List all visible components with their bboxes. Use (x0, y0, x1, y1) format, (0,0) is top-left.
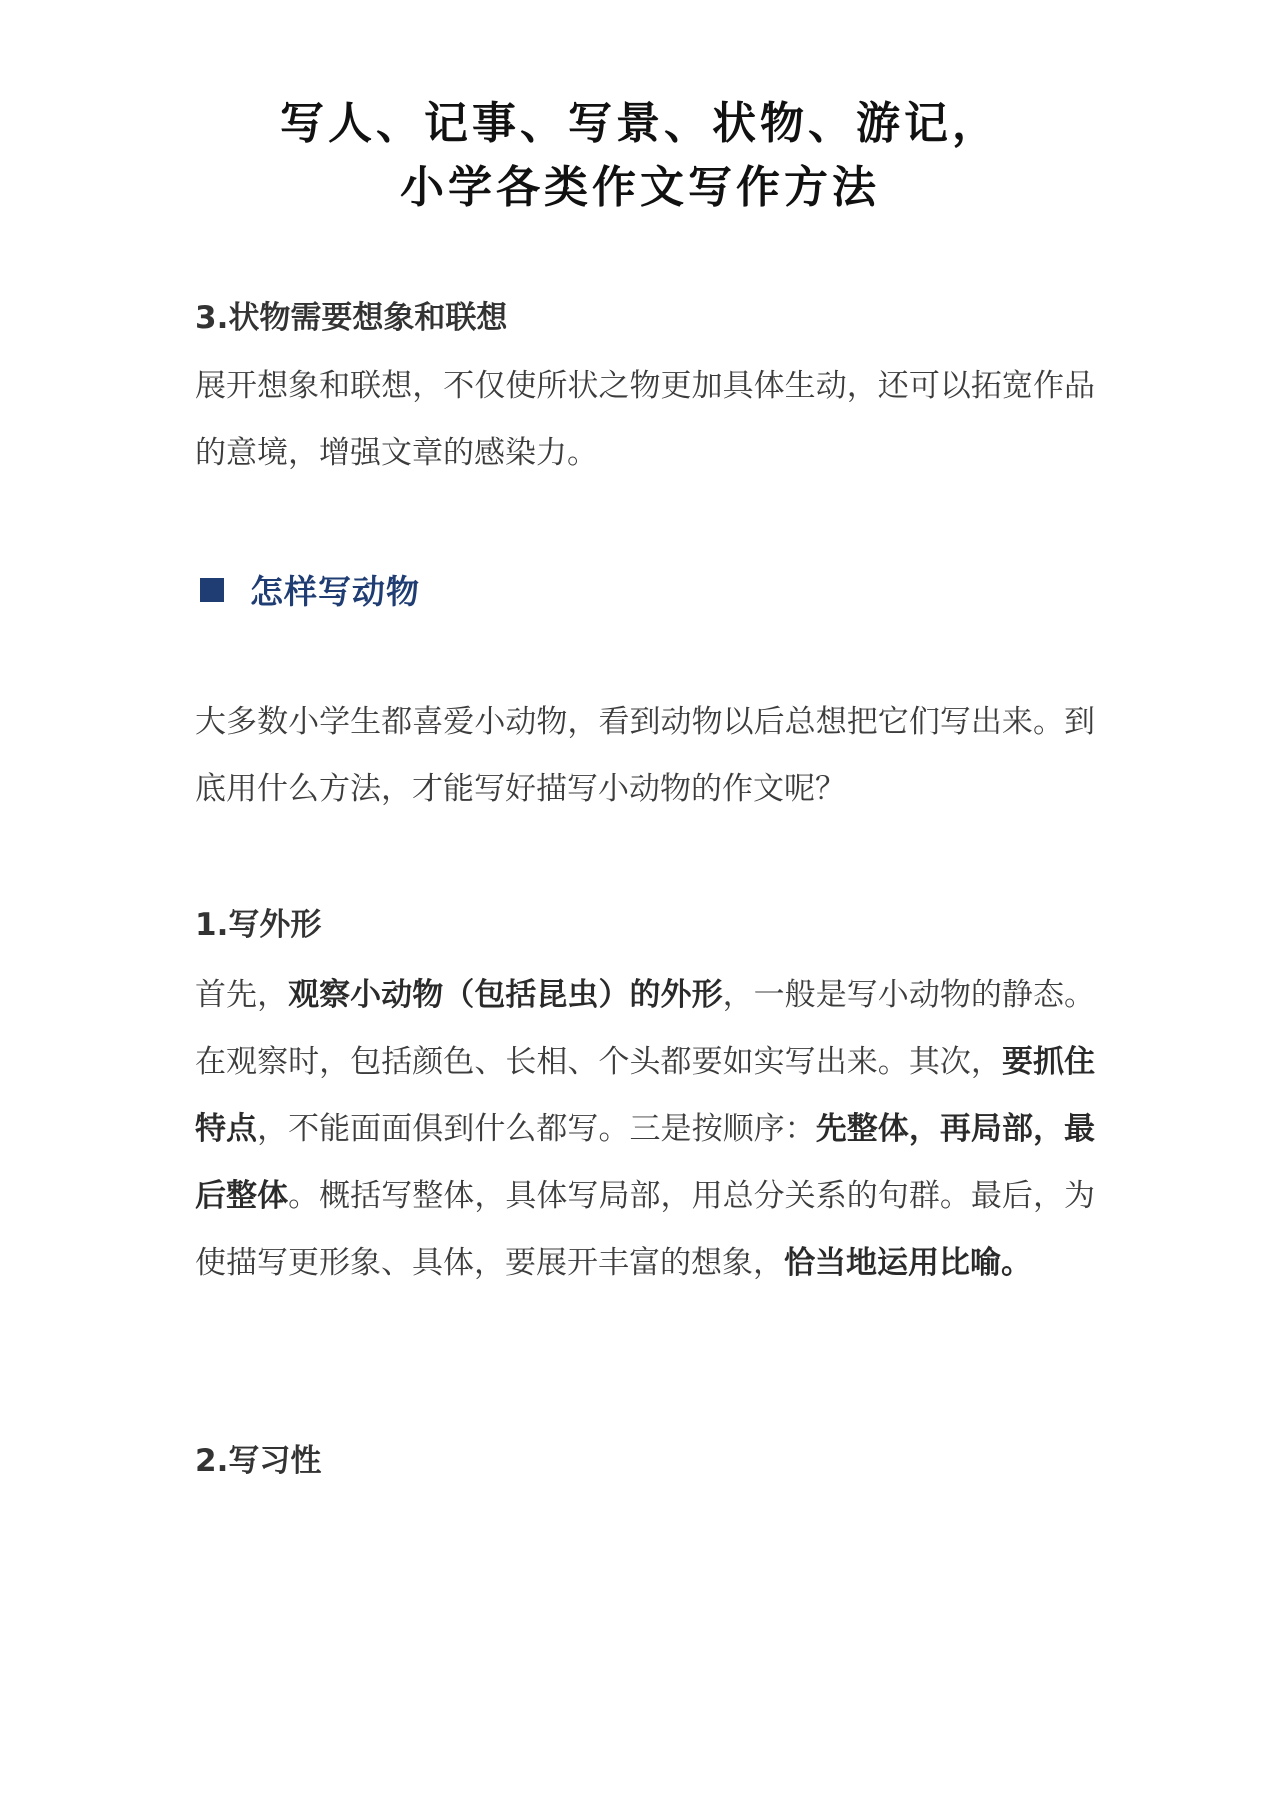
page-title-line-2: 小学各类作文写作方法 (400, 162, 880, 213)
point-1-run: ，不能面面俱到什么都写。三是按顺序： (257, 1111, 816, 1147)
section-3-block (195, 293, 1095, 487)
page-title (0, 92, 1280, 220)
section-3-body: 展开想象和联想，不仅使所状之物更加具体生动，还可以拓宽作品的意境，增强文章的感染力。 (195, 368, 1095, 471)
point-1-bold-run: 观察小动物（包括昆虫）的外形 (288, 977, 723, 1013)
point-1-bold-run: 要抓住特点 (195, 1044, 1096, 1147)
point-1-run: ，一般是写小动物的静态。在观察时，包括颜色、长相、个头都要如实写出来。其次， (195, 977, 1096, 1080)
point-2-block (195, 1436, 1095, 1486)
point-1-run: 。概括写整体，具体写局部，用总分关系的句群。最后，为使描写更形象、具体，要展开丰富的想象， (195, 1178, 1095, 1281)
animal-intro-paragraph: 大多数小学生都喜爱小动物，看到动物以后总想把它们写出来。到底用什么方法，才能写好描写小动物的作文呢？ (195, 704, 1095, 807)
point-1-run: 首先， (195, 977, 289, 1013)
point-2-heading: 2.写习性 (195, 1443, 322, 1479)
section-3-heading: 3.状物需要想象和联想 (195, 300, 508, 336)
section-title: 怎样写动物 (250, 572, 420, 611)
page-title-line-1: 写人、记事、写景、状物、游记， (280, 98, 1000, 149)
point-1-bold-run: 恰当地运用比喻。 (784, 1245, 1032, 1281)
animal-intro-block (195, 689, 1095, 823)
point-1-block (195, 900, 1095, 1297)
section-marker-icon (200, 578, 224, 602)
point-1-body (195, 962, 1095, 1297)
point-1-bold-run: 先整体，再局部，最后整体 (195, 1111, 1096, 1214)
section-header-animals (200, 566, 420, 613)
point-1-heading: 1.写外形 (195, 907, 322, 943)
